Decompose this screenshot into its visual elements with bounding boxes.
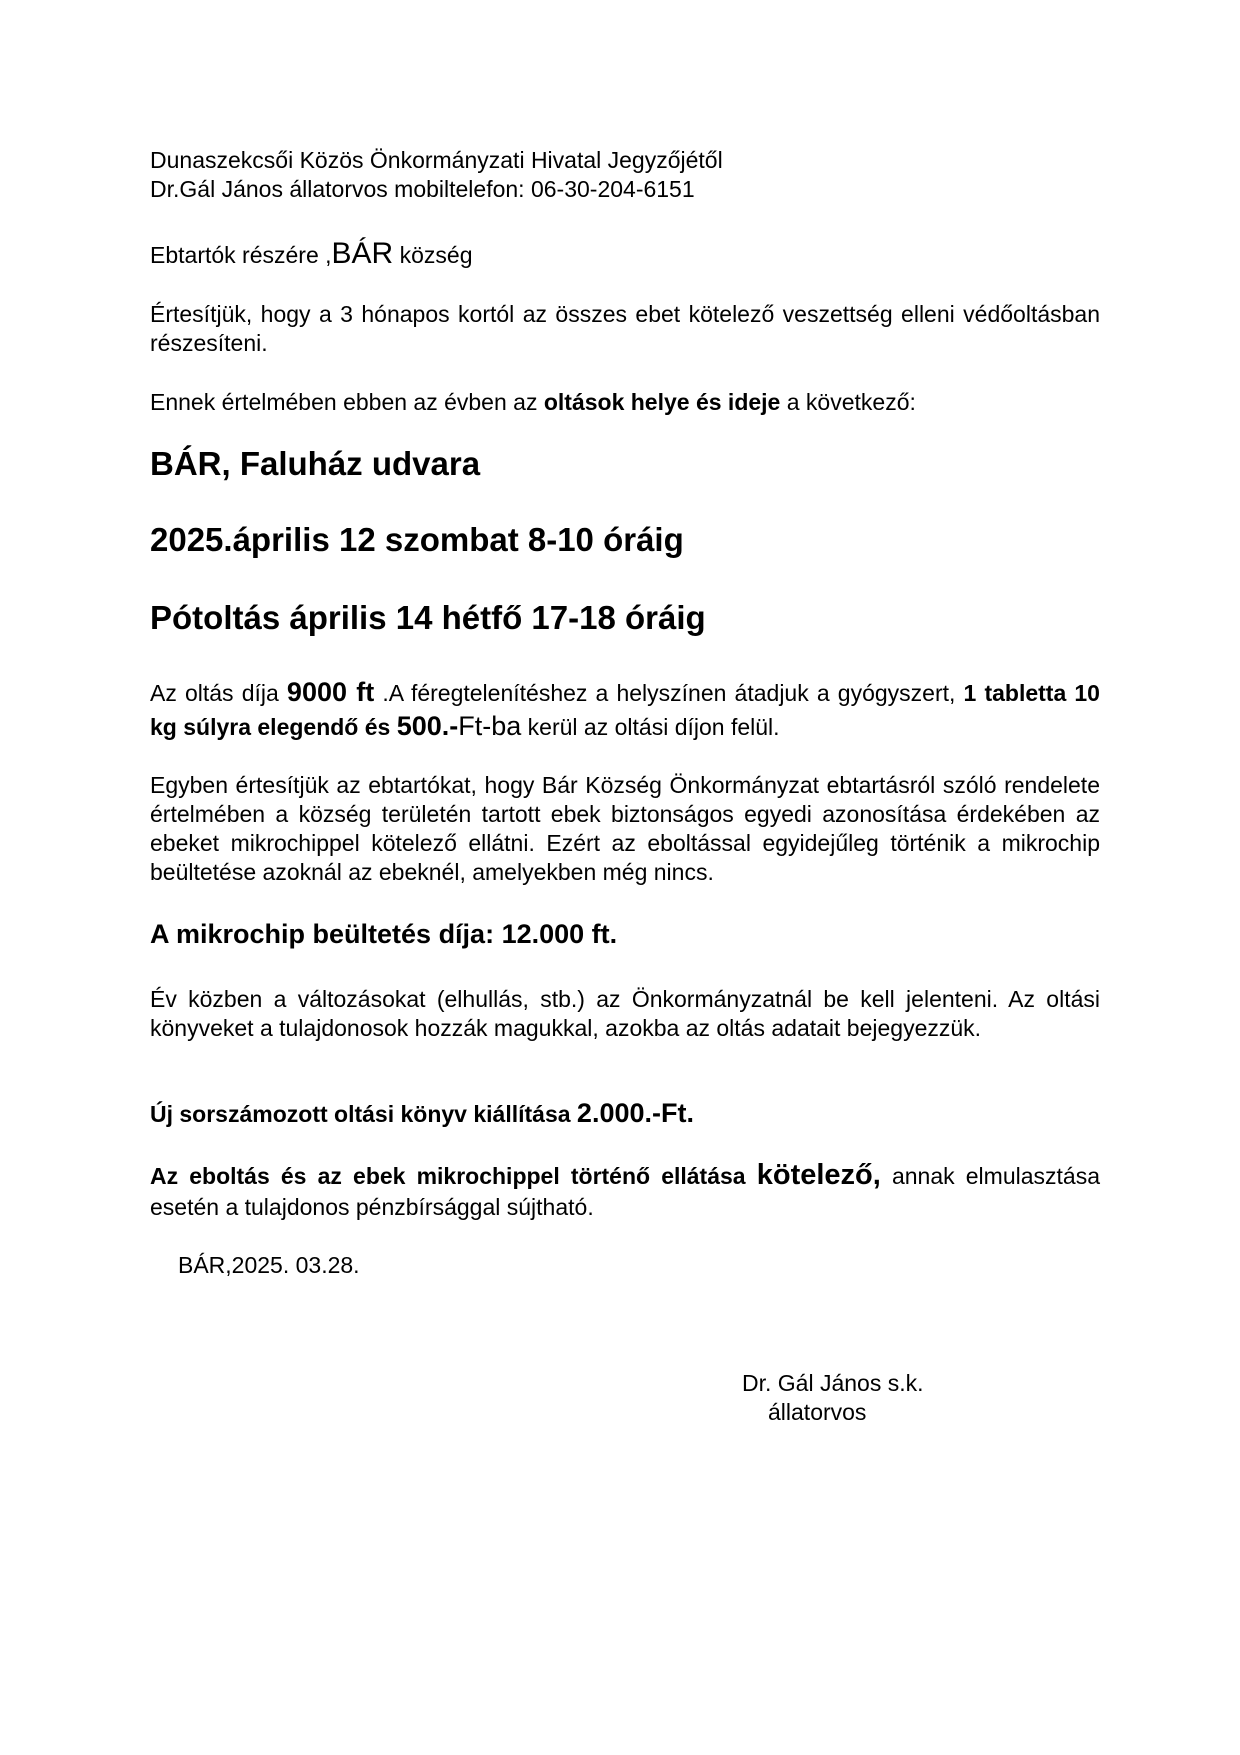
mandatory-paragraph: [150, 1160, 1100, 1223]
tablet-price-unit: Ft-ba: [458, 711, 522, 741]
vet-contact: Dr.Gál János állatorvos mobiltelefon: 06-30-204-6151: [150, 176, 695, 202]
microchip-fee: A mikrochip beültetés díja: 12.000 ft.: [150, 919, 618, 949]
changes-paragraph: Év közben a változásokat (elhullás, stb.) az Önkormányzatnál be kell jelenteni. Az oltási könyveket a tulajdonosok hozzák magukkal, azokba az oltás adatait bejegyezzük.: [150, 986, 1100, 1041]
addressee-suffix: község: [393, 242, 473, 268]
vaccination-date: 2025.április 12 szombat 8-10 óráig: [150, 521, 684, 558]
place-time-intro-before: Ennek értelmében ebben az évben az: [150, 389, 544, 415]
microchip-paragraph: Egyben értesítjük az ebtartókat, hogy Bár Község Önkormányzat ebtartásról szóló rendelete értelmében a község területén tartott ebek biztonságos egyedi azonosítása érdekében az ebeket mikrochippel kötelező ellátni. Ezért az eboltással egyidejűleg történik a mikrochip beültetése azoknál az ebeknél, amelyekben még nincs.: [150, 772, 1100, 885]
intro-paragraph: Értesítjük, hogy a 3 hónapos kortól az összes ebet kötelező veszettség elleni védőoltásban részesíteni.: [150, 301, 1100, 356]
fee-text-2: .A féregtelenítéshez a helyszínen átadjuk a gyógyszert,: [374, 680, 964, 706]
place-and-date: BÁR,2025. 03.28.: [178, 1252, 360, 1278]
signature-name: Dr. Gál János s.k.: [742, 1370, 924, 1396]
signature-title: állatorvos: [768, 1399, 867, 1425]
sender-office: Dunaszekcsői Közös Önkormányzati Hivatal Jegyzőjétől: [150, 147, 723, 173]
addressee-prefix: Ebtartók részére ,: [150, 242, 332, 268]
sender-header: [150, 146, 1100, 204]
book-fee-text: Új sorszámozott oltási könyv kiállítása: [150, 1101, 577, 1127]
fee-text-3: kerül az oltási díjon felül.: [521, 714, 780, 740]
signature-block: [742, 1369, 924, 1427]
addressee-village: BÁR: [331, 237, 394, 270]
tablet-price: 500.-: [396, 711, 459, 741]
book-fee-price: 2.000.-Ft.: [576, 1098, 694, 1128]
addressee-line: [150, 239, 1100, 270]
makeup-date: Pótoltás április 14 hétfő 17-18 óráig: [150, 599, 706, 636]
place-time-intro-after: a következő:: [780, 389, 916, 415]
vaccination-price: 9000 ft: [286, 677, 375, 707]
mandatory-rest: annak elmulasztása esetén a tulajdonos pénzbírsággal sújtható.: [150, 1163, 1100, 1220]
book-fee-line: [150, 1099, 1100, 1129]
fee-text-1: Az oltás díja: [150, 680, 287, 706]
mandatory-emphasis: kötelező,: [756, 1159, 881, 1191]
vaccination-location: BÁR, Faluház udvara: [150, 445, 481, 482]
fee-paragraph: [150, 676, 1100, 744]
place-time-intro-bold: oltások helye és ideje: [543, 389, 781, 415]
tablet-info: 1 tabletta 10 kg súlyra elegendő és: [150, 680, 1100, 740]
place-time-intro: [150, 388, 1100, 417]
mandatory-bold: Az eboltás és az ebek mikrochippel történő ellátása: [150, 1163, 757, 1189]
